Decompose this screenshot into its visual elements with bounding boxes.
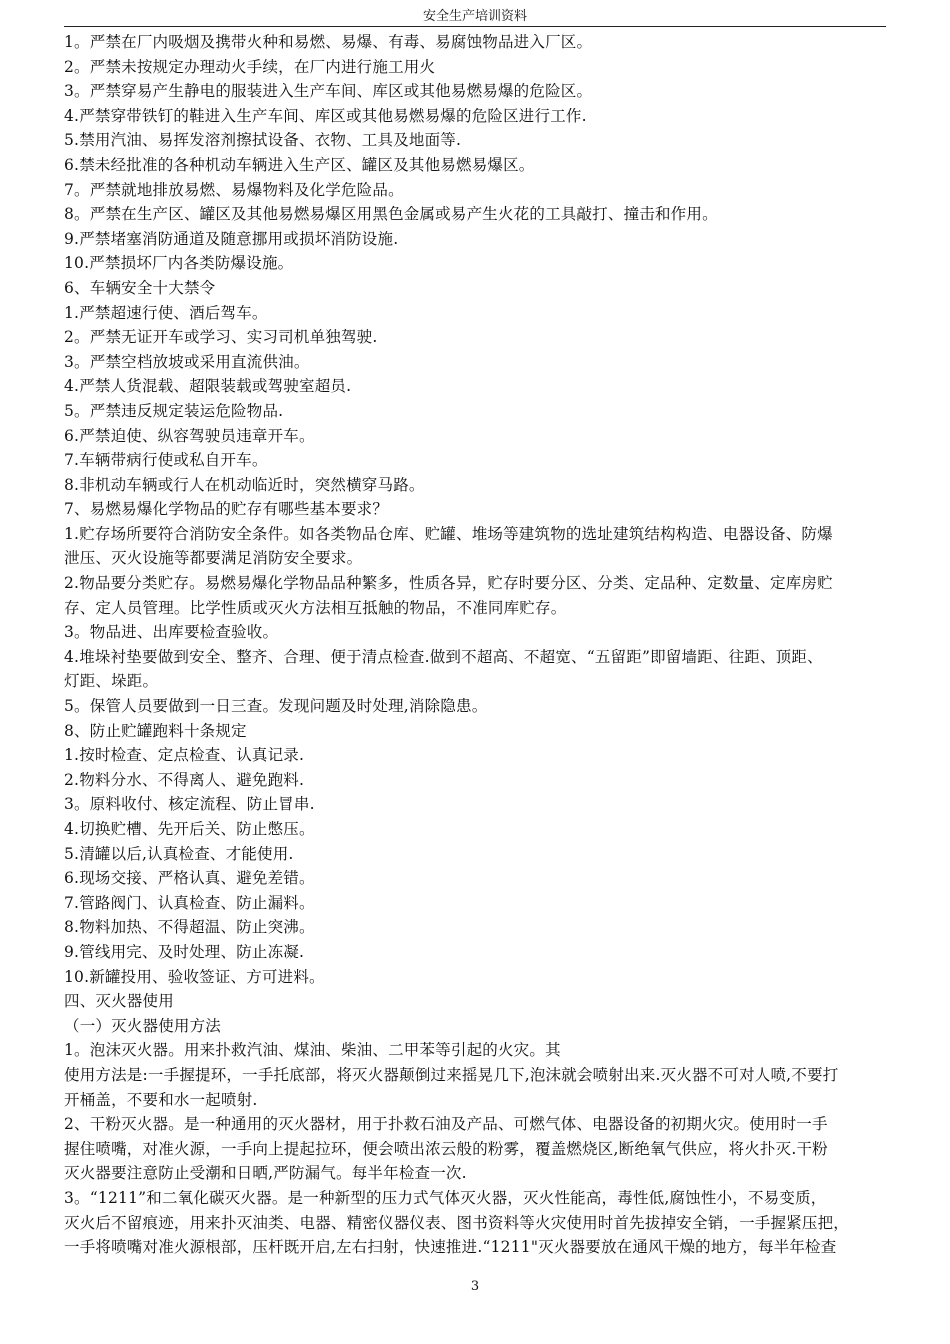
text-line: 7.车辆带病行使或私自开车。: [64, 451, 268, 470]
text-line: 5。保管人员要做到一日三查。发现问题及时处理,消除隐患。: [64, 697, 488, 716]
page-number: 3: [470, 1279, 480, 1294]
text-line: 1.严禁超速行使、酒后驾车。: [64, 303, 268, 322]
text-line: 6、车辆安全十大禁令: [64, 278, 216, 297]
text-line: 灭火后不留痕迹，用来扑灭油类、电器、精密仪器仪表、图书资料等火灾使用时首先拔掉安全销，一手握紧压把，: [64, 1213, 850, 1232]
text-line: 4.严禁人货混载、超限装载或驾驶室超员.: [64, 377, 352, 396]
text-line: 泄压、灭火设施等都要满足消防安全要求。: [64, 549, 363, 568]
text-line: 灯距、垛距。: [64, 672, 159, 691]
text-line: 8.物料加热、不得超温、防止突沸。: [64, 918, 315, 937]
text-line: 8.非机动车辆或行人在机动临近时，突然横穿马路。: [64, 475, 425, 494]
text-line: 1。严禁在厂内吸烟及携带火种和易燃、易爆、有毒、易腐蚀物品进入厂区。: [64, 33, 593, 51]
text-line: 1。泡沫灭火器。用来扑救汽油、煤油、柴油、二甲苯等引起的火灾。其: [64, 1041, 561, 1060]
text-line: 6.严禁迫使、纵容驾驶员违章开车。: [64, 426, 315, 445]
text-line: 3。物品进、出库要检查验收。: [64, 623, 279, 642]
text-line: 9.严禁堵塞消防通道及随意挪用或损坏消防设施.: [64, 229, 399, 248]
text-line: 开桶盖，不要和水一起喷射.: [64, 1090, 258, 1109]
text-line: 7。严禁就地排放易燃、易爆物料及化学危险品。: [64, 180, 404, 199]
text-line: 一手将喷嘴对准火源根部，压杆既开启,左右扫射，快速推进.“1211"灭火器要放在通风干燥的地方，每半年检查: [64, 1238, 837, 1257]
text-line: 2。严禁无证开车或学习、实习司机单独驾驶.: [64, 328, 378, 347]
page-header: [64, 8, 886, 27]
text-line: 2.物料分水、不得离人、避免跑料.: [64, 770, 305, 789]
text-line: （一）灭火器使用方法: [64, 1016, 222, 1035]
text-line: 7.管路阀门、认真检查、防止漏料。: [64, 893, 315, 912]
text-line: 5.禁用汽油、易挥发溶剂擦拭设备、衣物、工具及地面等.: [64, 131, 462, 150]
text-line: 7、易燃易爆化学物品的贮存有哪些基本要求？: [64, 500, 389, 519]
text-line: 1.按时检查、定点检查、认真记录.: [64, 746, 305, 765]
text-line: 6.禁未经批准的各种机动车辆进入生产区、罐区及其他易燃易爆区。: [64, 155, 535, 174]
text-line: 3。严禁穿易产生静电的服装进入生产车间、库区或其他易燃易爆的危险区。: [64, 82, 593, 101]
text-line: 5。严禁违反规定装运危险物品.: [64, 401, 284, 420]
document-body: [64, 30, 894, 1260]
header-title: 安全生产培训资料: [422, 9, 527, 24]
text-line: 存、定人员管理。比学性质或灭火方法相互抵触的物品，不准同库贮存。: [64, 598, 567, 617]
text-line: 2.物品要分类贮存。易燃易爆化学物品品种繁多，性质各异，贮存时要分区、分类、定品种、定数量、定库房贮: [64, 574, 833, 593]
text-line: 3。严禁空档放坡或采用直流供油。: [64, 352, 310, 371]
text-line: 6.现场交接、严格认真、避免差错。: [64, 869, 315, 888]
text-line: 2、干粉灭火器。是一种通用的灭火器材，用于扑救石油及产品、可燃气体、电器设备的初期火灾。使用时一手: [64, 1115, 828, 1134]
text-line: 10.新罐投用、验收签证、方可进料。: [64, 967, 325, 986]
text-line: 8、防止贮罐跑料十条规定: [64, 721, 247, 740]
text-line: 10.严禁损坏厂内各类防爆设施。: [64, 254, 294, 273]
text-line: 握住喷嘴，对准火源，一手向上提起拉环，便会喷出浓云般的粉雾，覆盖燃烧区,断绝氧气供应，将火扑灭.干粉: [64, 1139, 828, 1158]
text-line: 4.堆垛衬垫要做到安全、整齐、合理、便于清点检查.做到不超高、不超宽、“五留距”即留墙距、往距、顶距、: [64, 647, 823, 666]
text-line: 2。严禁未按规定办理动火手续，在厂内进行施工用火: [64, 57, 436, 76]
text-line: 四、灭火器使用: [64, 992, 174, 1011]
text-line: 3。“1211”和二氧化碳灭火器。是一种新型的压力式气体灭火器，灭火性能高，毒性低,腐蚀性小，不易变质，: [64, 1188, 827, 1207]
text-line: 4.切换贮槽、先开后关、防止憋压。: [64, 820, 315, 838]
text-line: 灭火器要注意防止受潮和日晒,严防漏气。每半年检查一次.: [64, 1164, 467, 1183]
text-line: 1.贮存场所要符合消防安全条件。如各类物品仓库、贮罐、堆场等建筑物的选址建筑结构构造、电器设备、防爆: [64, 524, 833, 543]
text-line: 9.管线用完、及时处理、防止冻凝.: [64, 942, 305, 961]
text-line: 4.严禁穿带铁钉的鞋进入生产车间、库区或其他易燃易爆的危险区进行工作.: [64, 106, 587, 125]
text-line: 5.清罐以后,认真检查、才能使用.: [64, 844, 294, 863]
text-line: 3。原料收付、核定流程、防止冒串.: [64, 795, 315, 814]
text-line: 8。严禁在生产区、罐区及其他易燃易爆区用黑色金属或易产生火花的工具敲打、撞击和作用。: [64, 205, 718, 224]
text-line: 使用方法是:一手握提环，一手托底部，将灭火器颠倒过来摇晃几下,泡沫就会喷射出来.灭火器不可对人喷,不要打: [64, 1065, 839, 1084]
